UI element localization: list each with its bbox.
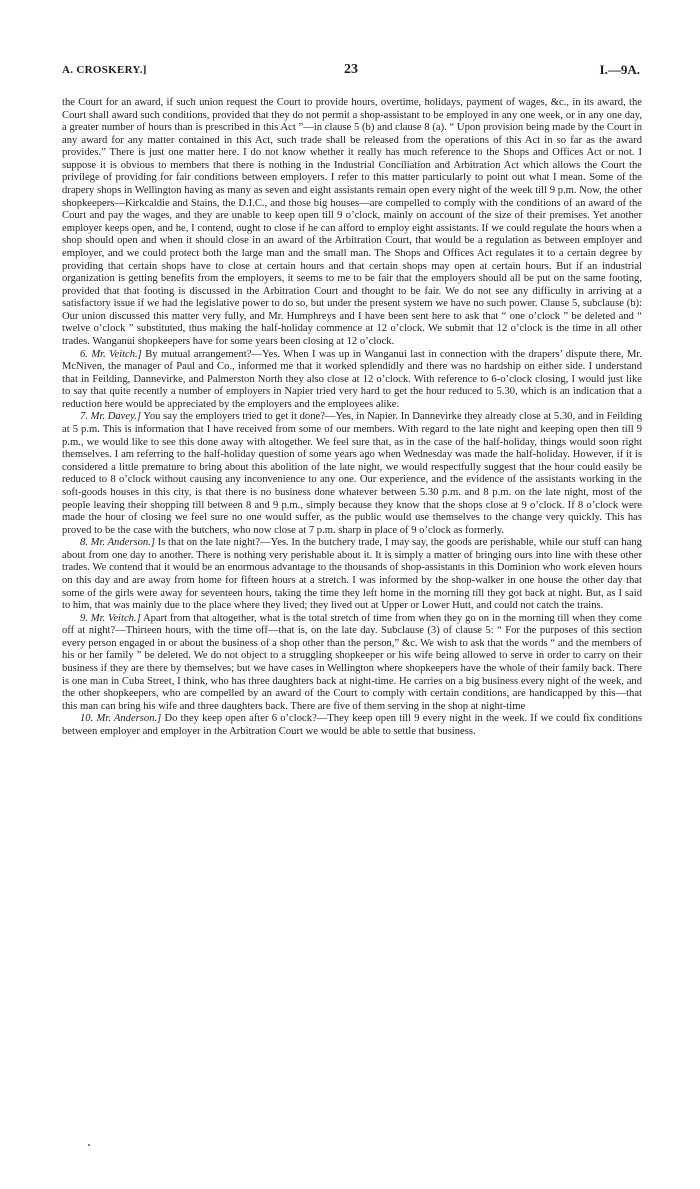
question-speaker: 9. Mr. Veitch.] (80, 612, 141, 624)
paragraph-1 (62, 97, 642, 349)
page-body (62, 97, 642, 738)
paragraph-text: You say the employers tried to get it done?—Yes, in Napier. In Dannevirke they already close at 5.30, and in Feilding at 5 p.m. This is information that I have received from some of our members. With regard to the late night and keeping open then till 9 p.m., we would like to see this done away with altogether. We feel sure that, as in the case of the half-holiday, things would soon right themselves. I am referring to the half-holiday question of some years ago when Wednesday was made the half-holiday. However, if it is considered a little premature to bring about this abolition of the late night, we would respectfully suggest that the hour could easily be reduced to 8 o’clock without causing any inconvenience to any one. Our experience, and the evidence of the assistants working in the soft-goods houses in this city, is that there is no business done whatever between 5.30 p.m. and 8 p.m. on the late night, most of the people leaving their shopping till between 8 and 9 p.m., simply because they know that the shops close at 9 o’clock. If 8 o’clock were made the hour of closing we feel sure no one would suffer, as the public would use themselves to the change very quickly. This has proved to be the case with the butchers, who now close at 7 p.m. sharp in place of 9 o’clock as formerly. (62, 411, 642, 536)
paragraph-4 (62, 537, 642, 612)
page-header (62, 62, 640, 80)
question-speaker: 7. Mr. Davey.] (80, 411, 141, 423)
question-speaker: 6. Mr. Veitch.] (80, 348, 142, 360)
document-reference: I.—9A. (599, 62, 640, 77)
paragraph-text: the Court for an award, if such union request the Court to provide hours, overtime, holidays, payment of wages, &c., in its award, the Court shall award such conditions, provided that they do not permit a shop-assistant to be employed in any one week, or in any one day, a greater number of hours than is prescribed in this Act ”—in clause 5 (b) and clause 8 (a). “ Upon provision being made by the Court in any award for any matter contained in this Act, such trade shall be released from the operations of this Act in so far as the award provides.” There is just one matter here. I do not know whether it really has much reference to the Shops and Offices Act or not. I suppose it is obvious to members that there is nothing in the Industrial Conciliation and Arbitration Act which allows the Court the privilege of providing for fair conditions between employers. I refer to this matter particularly to point out what I mean. Some of the drapery shops in Wellington having as many as seven and eight assistants remain open every night of the week till 9 p.m. Now, the other shopkeepers—Kirkcaldie and Stains, the D.I.C., and those big houses—are compelled to comply with the conditions of an award of the Court and pay the wages, and they are unable to keep open till 9 o’clock, mainly on account of the size of their premises. Yet another employer keeps open, and he, I contend, ought to close if he can afford to employ eight assistants. If we could regulate the hours when a shop should open and when it should close in an award of the Arbitration Court, that would be a regulation as between employer and employer, and we could protect both the large man and the small man. The Shops and Offices Act regulates it to a certain degree by providing that certain shops have to close at certain hours and that certain shops may open at certain hours. But if an industrial organization is getting benefits from the employers, it seems to me to be fair that the employers should all be put on the same footing, provided that that footing is discussed in the Arbitration Court and thought to be fair. We do not see any difficulty in arriving at a satisfactory issue if we had the legislative power to do so, but under the present system we have no such power. Clause 5, subclause (b): Our union discussed this matter very fully, and Mr. Humphreys and I have been sent here to ask that “ one o’clock ” be deleted and “ twelve o’clock ” substituted, thus making the half-holiday commence at 12 o’clock. We submit that 12 o’clock is the time in all other trades. Wanganui shopkeepers have for some years been closing at 12 o’clock. (62, 97, 642, 347)
paragraph-text: Is that on the late night?—Yes. In the butchery trade, I may say, the goods are perishable, while our stuff can hang about from one day to another. There is nothing very perishable about it. It is simply a matter of bringing ours into line with these other trades. We contend that it would be an enormous advantage to the thousands of shop-assistants in this Dominion who work eleven hours on this day and are away from home for fifteen hours at a stretch. I was informed by the shop-walker in one house the other day that some of the girls were away for seventeen hours, taking the time they left home in the morning till they got back at night. But, as I said to him, that was mainly due to the place where they lived; they lived out at Upper or Lower Hutt, and could not catch the trains. (62, 537, 642, 612)
paragraph-6 (62, 713, 642, 738)
page-number: 23 (344, 62, 358, 77)
question-speaker: 10. Mr. Anderson.] (80, 713, 162, 725)
paragraph-text: Do they keep open after 6 o’clock?—They keep open till 9 every night in the week. If we could fix conditions between employer and employer in the Arbitration Court we would be able to settle that business. (62, 713, 642, 737)
paragraph-3 (62, 411, 642, 537)
paragraph-text: Apart from that altogether, what is the total stretch of time from when they go on in the morning till when they come off at night?—Thirteen hours, with the time off—that is, on the late day. Subclause (3) of clause 5: “ For the purposes of this section every person engaged in or about the business of a shop other than the person,” &c. We wish to ask that the words “ and the members of his or her family ” be deleted. We do not object to a struggling shopkeeper or his wife being allowed to serve in order to carry on their business if they are there by themselves; but we have cases in Wellington where shopkeepers have the whole of their family back. There is one man in Cuba Street, I think, who has three daughters back at night-time. He carries on a big business every night of the week, and the other shopkeepers, who are compelled by an award of the Court to comply with certain conditions, are handicapped by this—that this man can bring his wife and three daughters back. There are five of them serving in the shop at night-time (62, 612, 642, 712)
witness-name: A. CROSKERY.] (62, 64, 147, 76)
question-speaker: 8. Mr. Anderson.] (80, 537, 155, 549)
paragraph-text: By mutual arrangement?—Yes. When I was up in Wanganui last in connection with the drapers’ dispute there, Mr. McNiven, the manager of Paul and Co., informed me that it worked splendidly and there was no hardship on either side. I understand that in Feilding, Dannevirke, and Palmerston North they also close at 12 o’clock. With reference to 6-o’clock closing, I would just like to say that quite recently a number of employers in Napier tried very hard to get the hour reduced to 5.30, which is an indication that a reduction here would be appreciated by the employers and the employees alike. (62, 348, 642, 410)
print-speck (88, 1144, 90, 1146)
paragraph-2 (62, 349, 642, 412)
paragraph-5 (62, 613, 642, 714)
